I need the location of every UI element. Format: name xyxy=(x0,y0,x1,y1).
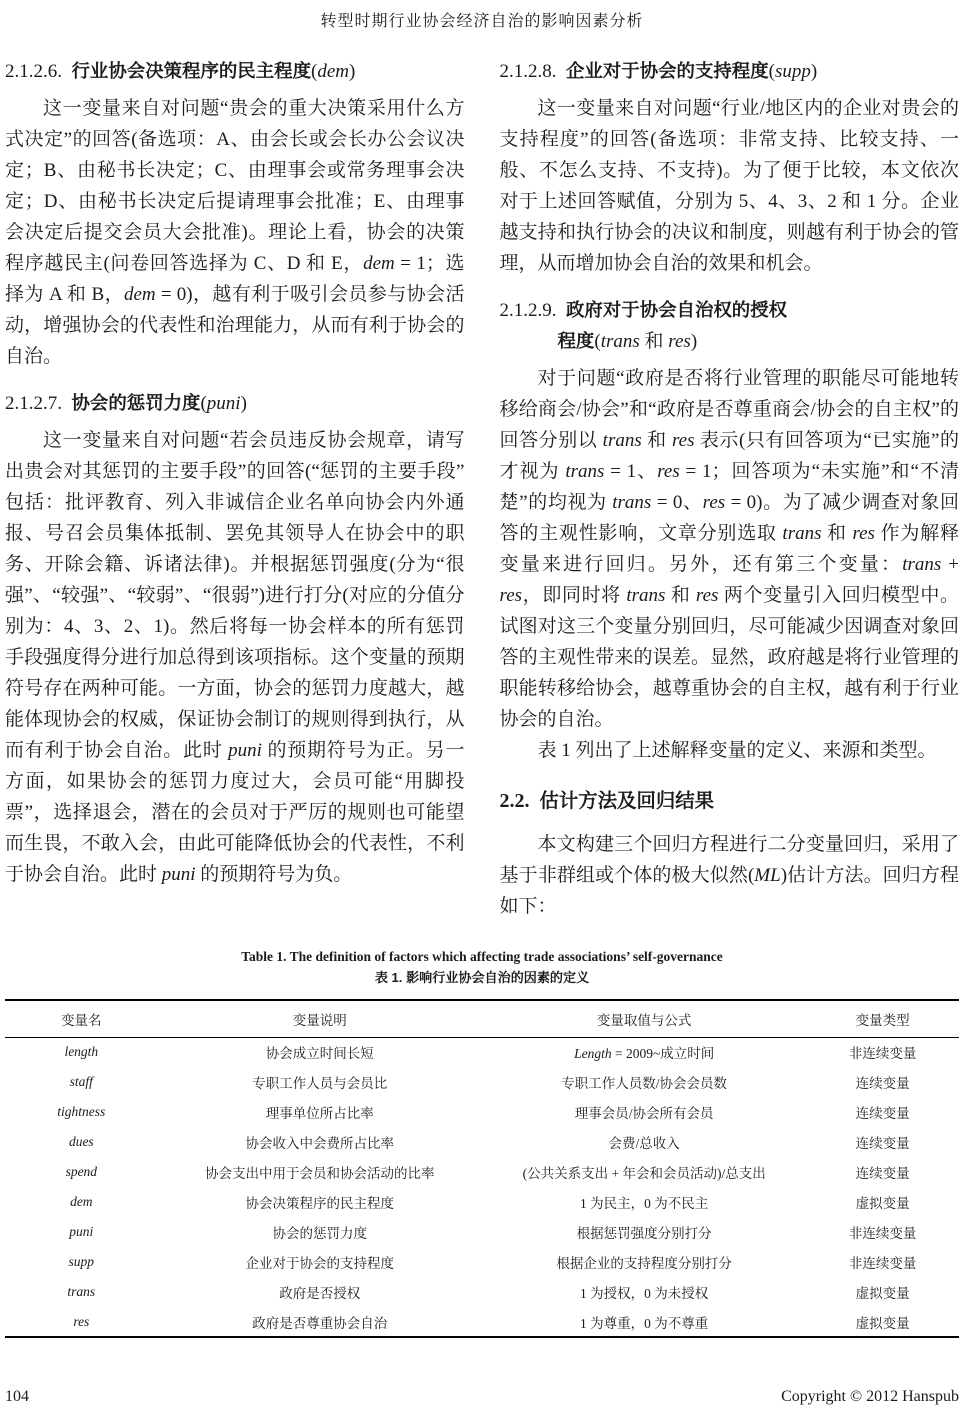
section-heading-2-1-2-8: 2.1.2.8. 企业对于协会的支持程度(supp) xyxy=(499,60,818,82)
var-desc-cell: 政府是否授权 xyxy=(279,1286,361,1301)
var-formula-cell: Length = 2009~成立时间 xyxy=(574,1046,715,1062)
section-heading-2-1-2-6: 2.1.2.6. 行业协会决策程序的民主程度(dem) xyxy=(5,60,356,82)
table-1-title-cn: 表 1. 影响行业协会自治的因素的定义 xyxy=(374,970,590,985)
var-formula-cell: 会费/总收入 xyxy=(608,1136,680,1151)
var-type-cell: 非连续变量 xyxy=(848,1226,917,1241)
table-row-trans xyxy=(5,1277,959,1307)
var-name-cell: trans xyxy=(67,1284,96,1299)
table-row-tightness xyxy=(5,1097,959,1127)
var-formula-cell: 专职工作人员数/协会会员数 xyxy=(561,1076,728,1091)
table-1 xyxy=(5,999,959,1338)
var-formula-cell: 1 为授权，0 为未授权 xyxy=(580,1286,709,1301)
var-formula-cell: 理事会员/协会所有会员 xyxy=(574,1106,714,1121)
var-name-cell: dem xyxy=(70,1194,93,1209)
var-name-cell: staff xyxy=(69,1074,93,1089)
var-formula-cell: 根据企业的支持程度分别打分 xyxy=(556,1256,732,1271)
table-row-spend xyxy=(5,1157,959,1187)
copyright-notice: Copyright © 2012 Hanspub xyxy=(781,1388,959,1405)
right-column xyxy=(500,56,960,922)
table-1-body xyxy=(5,1037,959,1337)
col-header-var-formula: 变量取值与公式 xyxy=(596,1012,692,1028)
var-name-cell: puni xyxy=(69,1224,94,1239)
var-desc-cell: 专职工作人员与会员比 xyxy=(252,1076,388,1091)
col-header-var-type: 变量类型 xyxy=(855,1012,910,1028)
var-type-cell: 连续变量 xyxy=(855,1136,910,1151)
table-row-length xyxy=(5,1037,959,1067)
var-formula-cell: 根据惩罚强度分别打分 xyxy=(576,1226,712,1241)
table-1-title-en: Table 1. The definition of factors which affecting trade associations’ self-governance xyxy=(241,949,723,964)
var-type-cell: 虚拟变量 xyxy=(855,1196,910,1211)
page-number: 104 xyxy=(5,1388,29,1405)
col-header-var-name: 变量名 xyxy=(61,1012,102,1028)
two-column-body xyxy=(5,56,959,922)
var-type-cell: 非连续变量 xyxy=(848,1046,917,1062)
table-row-res xyxy=(5,1307,959,1337)
section-heading-2-1-2-9 xyxy=(500,295,960,357)
var-desc-cell: 协会决策程序的民主程度 xyxy=(245,1196,395,1211)
var-desc-cell: 企业对于协会的支持程度 xyxy=(245,1256,395,1271)
var-formula-cell: 1 为民主，0 为不民主 xyxy=(580,1196,709,1211)
table-1-block xyxy=(5,946,959,1338)
var-formula-cell: (公共关系支出 + 年会和会员活动)/总支出 xyxy=(522,1166,766,1181)
var-type-cell: 非连续变量 xyxy=(848,1256,917,1271)
table-row-puni xyxy=(5,1217,959,1247)
section-heading-2-1-2-9-line2: 程度(trans 和 res) xyxy=(557,330,698,352)
paragraph-puni: 这一变量来自对问题“若会员违反协会规章，请写出贵会对其惩罚的主要手段”的回答(“惩罚的主要手段”包括：批评教育、列入非诚信企业名单向协会内外通报、号召会员集体抵制、罢免其领导人在协会中的职务、开除会籍、诉诸法律)。并根据惩罚强度(分为“很强”、“较强”、“较弱”、“很弱”)进行打分(对应的分值分别为：4、3、2、1)。然后将每一协会样本的所有惩罚手段强度得分进行加总得到该项指标。这个变量的预期符号存在两种可能。一方面，协会的惩罚力度越大，越能体现协会的权威，保证协会制订的规则得到执行，从而有利于协会自治。此时 puni 的预期符号为正。另一方面，如果协会的惩罚力度过大，会员可能“用脚投票”，选择退会，潜在的会员对于严厉的规则也可能望而生畏，不敢入会，由此可能降低协会的代表性，不利于协会自治。此时 puni 的预期符号为负。 xyxy=(5,430,465,885)
paragraph-trans-res: 对于问题“政府是否将行业管理的职能尽可能地转移给商会/协会”和“政府是否尊重商会/协会的自主权”的回答分别以 trans 和 res 表示(只有回答项为“已实施”的才视为 trans = 1、res = 1；回答项为“未实施”和“不清楚”的均视为 trans = 0、res = 0)。为了减少调查对象回答的主观性影响，文章分别选取 trans 和 res 作为解释变量来进行回归。另外，还有第三个变量：trans + res，即同时将 trans 和 res 两个变量引入回归模型中。试图对这三个变量分别回归，尽可能减少因调查对象回答的主观性带来的误差。显然，政府越是将行业管理的职能转移给协会，越尊重协会的自主权，越有利于行业协会的自治。 xyxy=(499,368,960,730)
table-row-dues xyxy=(5,1127,959,1157)
var-name-cell: dues xyxy=(68,1134,94,1149)
table-row-dem xyxy=(5,1187,959,1217)
var-desc-cell: 协会支出中用于会员和协会活动的比率 xyxy=(205,1166,435,1181)
paragraph-supp: 这一变量来自对问题“行业/地区内的企业对贵会的支持程度”的回答(备选项：非常支持、比较支持、一般、不怎么支持、不支持)。为了便于比较，本文依次对于上述回答赋值，分别为 5、4、3、2 和 1 分。企业越支持和执行协会的决议和制度，则越有利于协会的管理，从而增加协会自治的效果和机会。 xyxy=(499,98,959,274)
var-name-cell: tightness xyxy=(57,1104,106,1119)
var-name-cell: spend xyxy=(65,1164,98,1179)
col-header-var-desc: 变量说明 xyxy=(292,1012,347,1028)
page-title: 转型时期行业协会经济自治的影响因素分析 xyxy=(320,13,644,30)
var-desc-cell: 理事单位所占比率 xyxy=(265,1106,374,1121)
table-row-supp xyxy=(5,1247,959,1277)
var-desc-cell: 协会收入中会费所占比率 xyxy=(245,1136,395,1151)
section-heading-2-1-2-7: 2.1.2.7. 协会的惩罚力度(puni) xyxy=(5,392,247,414)
var-type-cell: 虚拟变量 xyxy=(855,1315,910,1331)
page-footer xyxy=(5,1388,959,1406)
var-type-cell: 连续变量 xyxy=(855,1166,910,1181)
var-name-cell: supp xyxy=(68,1254,95,1269)
var-desc-cell: 协会成立时间长短 xyxy=(265,1046,374,1062)
var-name-cell: res xyxy=(73,1313,90,1329)
paragraph-estimation-method: 本文构建三个回归方程进行二分变量回归，采用了基于非群组或个体的极大似然(ML)估计方法。回归方程如下： xyxy=(499,834,960,917)
paragraph-dem: 这一变量来自对问题“贵会的重大决策采用什么方式决定”的回答(备选项：A、由会长或会长办公会议决定；B、由秘书长决定；C、由理事会或常务理事会决定；D、由秘书长决定后提请理事会批准；E、由理事会决定后提交会员大会批准)。理论上看，协会的决策程序越民主(问卷回答选择为 C、D 和 E，dem = 1；选择为 A 和 B，dem = 0)，越有利于吸引会员参与协会活动，增强协会的代表性和治理能力，从而有利于协会的自治。 xyxy=(5,98,465,367)
var-type-cell: 连续变量 xyxy=(855,1076,910,1091)
var-desc-cell: 协会的惩罚力度 xyxy=(272,1226,368,1241)
paragraph-table1-reference: 表 1 列出了上述解释变量的定义、来源和类型。 xyxy=(537,740,937,761)
section-heading-2-2: 2.2. 估计方法及回归结果 xyxy=(499,790,715,812)
section-heading-2-1-2-9-line1: 2.1.2.9. 政府对于协会自治权的授权 xyxy=(499,299,788,321)
var-formula-cell: 1 为尊重，0 为不尊重 xyxy=(580,1315,709,1331)
var-desc-cell: 政府是否尊重协会自治 xyxy=(252,1315,388,1331)
table-1-header xyxy=(5,1000,959,1037)
var-type-cell: 连续变量 xyxy=(855,1106,910,1121)
table-header-row xyxy=(5,1000,959,1037)
left-column xyxy=(5,56,465,922)
table-row-staff xyxy=(5,1067,959,1097)
var-name-cell: length xyxy=(64,1044,99,1060)
var-type-cell: 虚拟变量 xyxy=(855,1286,910,1301)
